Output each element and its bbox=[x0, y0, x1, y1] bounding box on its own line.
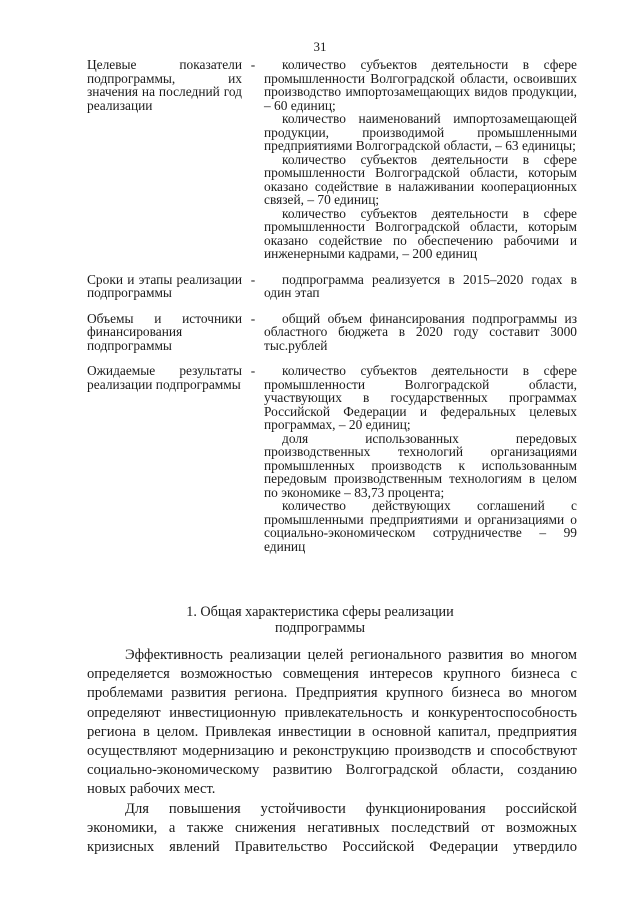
row-dash: - bbox=[250, 310, 256, 326]
passport-row-expected-results bbox=[87, 364, 577, 553]
row-dash: - bbox=[250, 271, 256, 287]
page-number: 31 bbox=[313, 39, 327, 54]
row-label: Целевые показатели подпрограммы, их значения на последний год реализации bbox=[87, 57, 242, 113]
row-content bbox=[264, 273, 577, 300]
row-paragraph: подпрограмма реализуется в 2015–2020 годах в один этап bbox=[264, 271, 577, 300]
passport-row-funding bbox=[87, 312, 577, 353]
row-label: Сроки и этапы реализации подпрограммы bbox=[87, 271, 242, 300]
subprogram-passport-table bbox=[87, 58, 577, 553]
section-heading-line: 1. Общая характеристика сферы реализации bbox=[186, 604, 454, 620]
row-paragraph: количество действующих соглашений с промышленными предприятиями и организациями о социально-экономическом сотрудничестве – 99 единиц bbox=[264, 498, 577, 554]
row-label: Объемы и источники финансирования подпрограммы bbox=[87, 310, 242, 353]
passport-row-terms-stages bbox=[87, 273, 577, 300]
body-paragraph: Для повышения устойчивости функционирования российской экономики, а также снижения негативных последствий от возможных кризисных явлений Правительство Российской Федерации утвердило bbox=[87, 800, 577, 856]
passport-row-target-indicators bbox=[87, 58, 577, 261]
row-dash: - bbox=[250, 57, 256, 72]
section-heading-line: подпрограммы bbox=[275, 620, 365, 636]
section-heading bbox=[0, 604, 640, 636]
row-paragraph: доля использованных передовых производственных технологий организациями промышленных производств к использованным передовым производственным технологиям в целом по экономике – 83,73 процента; bbox=[264, 430, 577, 500]
row-dash: - bbox=[250, 363, 256, 378]
body-paragraph: Эффективность реализации целей регионального развития во многом определяется возможностью совмещения интересов крупного бизнеса с проблемами развития региона. Предприятия крупного бизнеса во многом определяют инвестиционную привлекательность и конкурентоспособность региона в целом. Привлекая инвестиции в основной капитал, предприятия осуществляют модернизацию и реконструкцию производств и способствуют социально-экономическому развитию Волгоградской области, созданию новых рабочих мест. bbox=[87, 647, 577, 798]
row-paragraph: общий объем финансирования подпрограммы из областного бюджета в 2020 году составит 3000 тыс.рублей bbox=[264, 310, 577, 353]
row-paragraph: количество субъектов деятельности в сфере промышленности Волгоградской области, которым оказано содействие по обеспечению рабочими и инженерными кадрами, – 200 единиц bbox=[264, 205, 577, 261]
body-text bbox=[87, 646, 577, 857]
row-paragraph: количество субъектов деятельности в сфере промышленности Волгоградской области, участвующих в государственных программах Российской Федерации и федеральных целевых программах, – 20 единиц; bbox=[264, 363, 577, 432]
row-content bbox=[264, 58, 577, 261]
row-content bbox=[264, 364, 577, 553]
row-label: Ожидаемые результаты реализации подпрограммы bbox=[87, 363, 242, 392]
row-content bbox=[264, 312, 577, 353]
row-paragraph: количество наименований импортозамещающей продукции, производимой промышленными предприятиями Волгоградской области, – 63 единицы; bbox=[264, 111, 577, 153]
row-paragraph: количество субъектов деятельности в сфере промышленности Волгоградской области, которым оказано содействие в налаживании кооперационных связей, – 70 единиц; bbox=[264, 151, 577, 207]
row-paragraph: количество субъектов деятельности в сфере промышленности Волгоградской области, освоивших производство импортозамещающих видов продукции, – 60 единиц; bbox=[264, 57, 577, 113]
